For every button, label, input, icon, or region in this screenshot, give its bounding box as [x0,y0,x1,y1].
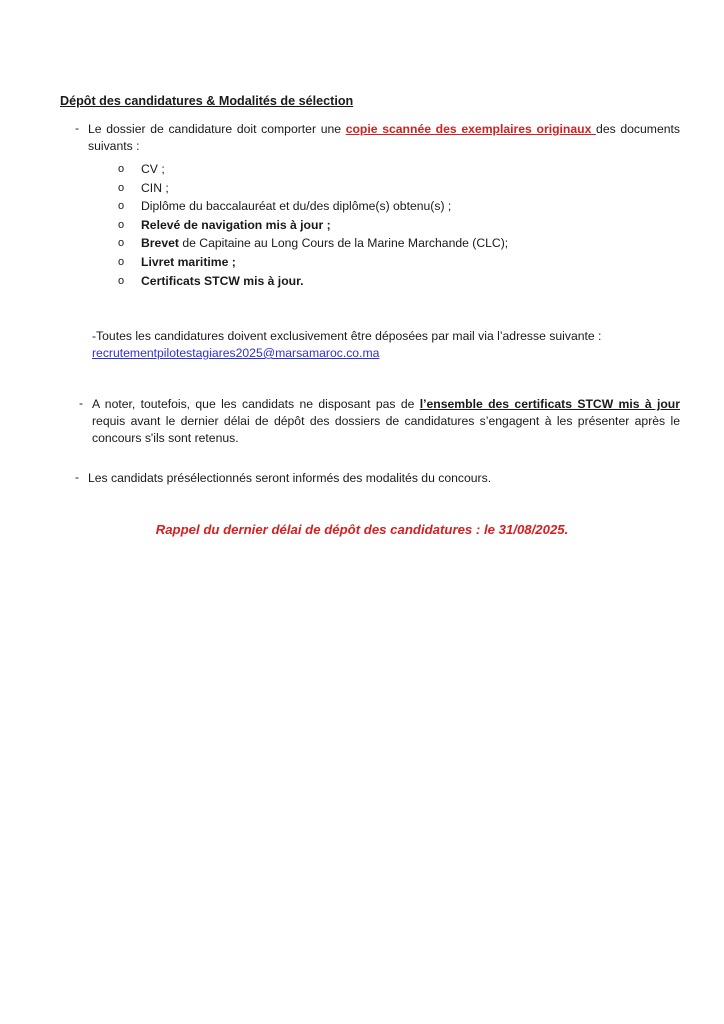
item-bold: Certificats STCW mis à jour. [141,273,304,288]
circle-bullet: o [118,255,125,268]
dash-marker: - [79,396,84,410]
documents-list [118,160,508,290]
circle-bullet: o [118,200,125,213]
list-item [118,197,508,216]
circle-bullet: o [118,274,125,287]
preselection-item [75,470,680,487]
list-item [118,234,508,253]
circle-bullet: o [118,181,125,194]
dash-marker: - [75,121,80,135]
dossier-paragraph [88,121,680,155]
item-bold: Brevet [141,236,179,251]
stcw-note-paragraph [92,396,680,447]
stcw-text-before: A noter, toutefois, que les candidats ne disposant pas de [92,397,420,411]
preselection-text: Les candidats présélectionnés seront informés des modalités du concours. [88,471,492,485]
deadline-reminder: Rappel du dernier délai de dépôt des candidatures : le 31/08/2025. [155,522,569,537]
list-item [118,272,508,291]
item-bold: Livret maritime ; [141,254,236,269]
dossier-text-before: Le dossier de candidature doit comporter une [88,122,346,136]
stcw-highlight: l’ensemble des certificats STCW mis à jour [419,397,680,411]
stcw-text-after: requis avant le dernier délai de dépôt des dossiers de candidatures s’engagent à les présenter après le concours s'ils sont retenus. [92,414,680,445]
list-item [118,216,508,235]
section-heading: Dépôt des candidatures & Modalités de sélection [60,94,354,108]
list-item [118,160,508,179]
submission-block [92,328,601,362]
item-text: de Capitaine au Long Cours de la Marine Marchande (CLC); [178,236,509,251]
dash-marker: - [75,470,80,484]
item-bold: Relevé de navigation mis à jour ; [141,217,331,232]
item-text: CIN ; [141,180,169,195]
stcw-note-item [79,396,680,447]
item-text: Diplôme du baccalauréat et du/des diplôme(s) obtenu(s) ; [141,199,452,214]
circle-bullet: o [118,237,125,250]
submission-text: -Toutes les candidatures doivent exclusivement être déposées par mail via l’adresse suivante : [92,329,602,343]
dossier-text-after: des documents suivants : [88,122,680,153]
circle-bullet: o [118,218,125,231]
email-link[interactable]: recrutementpilotestagiares2025@marsamaroc.co.ma [92,346,380,360]
item-text: CV ; [141,162,165,176]
list-item [118,253,508,272]
list-item [118,179,508,198]
dossier-highlight: copie scannée des exemplaires originaux [345,122,597,136]
circle-bullet: o [118,163,125,175]
dossier-item [75,121,680,155]
